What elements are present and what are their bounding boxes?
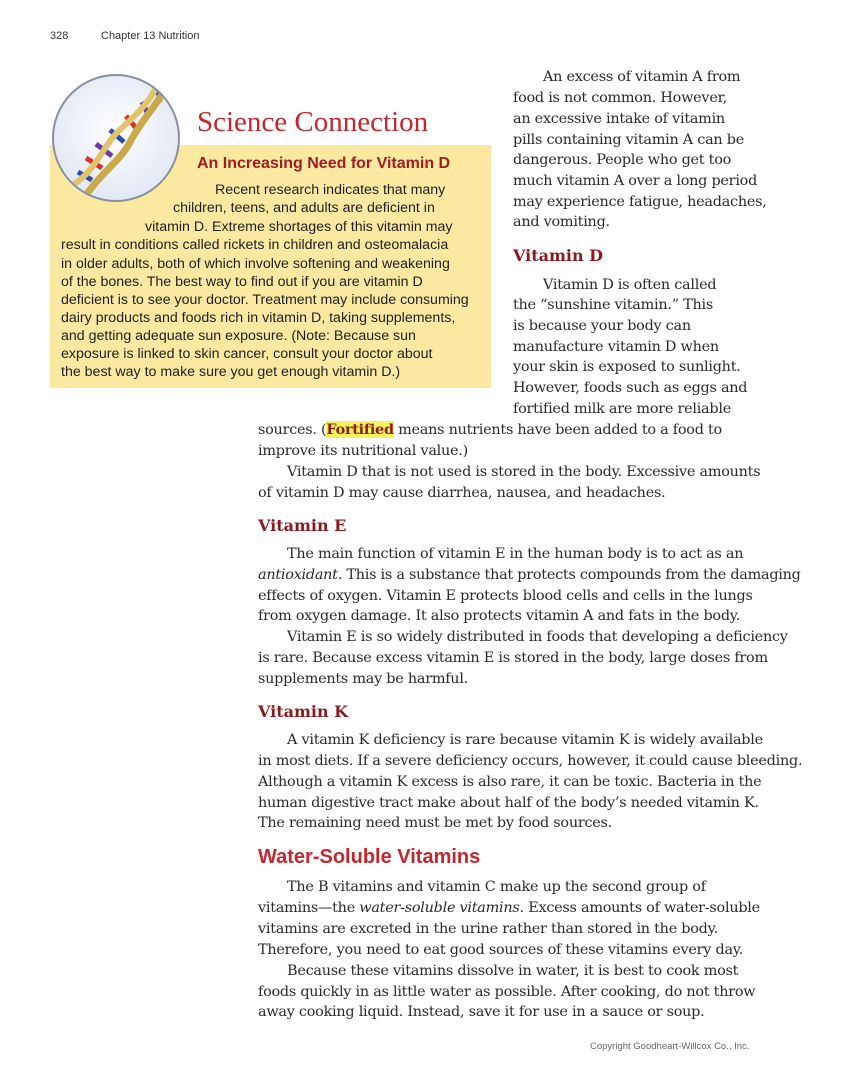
key-term-antioxidant: antioxidant. xyxy=(258,567,343,583)
body-line: foods quickly in as little water as possible. After cooking, do not throw xyxy=(258,984,756,1000)
body-line: from oxygen damage. It also protects vitamin A and fats in the body. xyxy=(258,608,741,624)
sc-line: in older adults, both of which involve softening and weakening xyxy=(61,256,450,272)
body-line: away cooking liquid. Instead, save it for use in a sauce or soup. xyxy=(258,1004,705,1020)
body-line: Vitamin E is so widely distributed in foods that developing a deficiency xyxy=(287,629,788,645)
dna-helix-icon xyxy=(50,72,182,204)
sc-line: deficient is to see your doctor. Treatment may include consuming xyxy=(61,292,469,308)
sc-line: the best way to make sure you get enough vitamin D.) xyxy=(61,364,401,380)
vitamin-k-heading: Vitamin K xyxy=(258,702,349,721)
body-line: food is not common. However, xyxy=(513,90,727,106)
sc-line: Recent research indicates that many xyxy=(215,182,446,198)
body-line: of vitamin D may cause diarrhea, nausea, and headaches. xyxy=(258,485,666,501)
body-line xyxy=(258,420,722,440)
text-run: Excess amounts of water-soluble xyxy=(523,900,760,916)
sc-line: of the bones. The best way to find out if you are vitamin D xyxy=(61,274,423,290)
key-term-fortified: Fortified xyxy=(326,421,394,438)
body-line: A vitamin K deficiency is rare because vitamin K is widely available xyxy=(287,732,763,748)
body-line: Therefore, you need to eat good sources of these vitamins every day. xyxy=(258,942,744,958)
body-line: vitamins are excreted in the urine rather than stored in the body. xyxy=(258,921,718,937)
text-run: means nutrients have been added to a food to xyxy=(393,422,722,438)
body-line: Vitamin D that is not used is stored in the body. Excessive amounts xyxy=(287,464,761,480)
body-line: human digestive tract make about half of the body’s needed vitamin K. xyxy=(258,795,759,811)
body-line: manufacture vitamin D when xyxy=(513,339,719,355)
chapter-title: Chapter 13 Nutrition xyxy=(101,30,200,42)
sc-line: and getting adequate sun exposure. (Note: Because sun xyxy=(61,328,416,344)
sc-line: exposure is linked to skin cancer, consult your doctor about xyxy=(61,346,433,362)
body-line: dangerous. People who get too xyxy=(513,152,732,168)
body-line: improve its nutritional value.) xyxy=(258,443,468,459)
copyright-footer: Copyright Goodheart-Willcox Co., Inc. xyxy=(590,1041,750,1052)
body-line: supplements may be harmful. xyxy=(258,671,468,687)
sc-line: vitamin D. Extreme shortages of this vitamin may xyxy=(145,219,453,235)
sc-line: dairy products and foods rich in vitamin D, taking supplements, xyxy=(61,310,456,326)
science-connection-title: Science Connection xyxy=(197,106,429,138)
body-line: is rare. Because excess vitamin E is stored in the body, large doses from xyxy=(258,650,768,666)
body-line: is because your body can xyxy=(513,318,691,334)
body-line: in most diets. If a severe deficiency occurs, however, it could cause bleeding. xyxy=(258,753,803,769)
vitamin-d-heading: Vitamin D xyxy=(513,246,604,265)
text-run: vitamins—the xyxy=(258,900,360,916)
body-line: The main function of vitamin E in the human body is to act as an xyxy=(287,546,744,562)
body-line: fortified milk are more reliable xyxy=(513,401,731,417)
body-line: the “sunshine vitamin.” This xyxy=(513,297,714,313)
body-line: pills containing vitamin A can be xyxy=(513,132,744,148)
body-line: and vomiting. xyxy=(513,214,610,230)
science-connection-subtitle: An Increasing Need for Vitamin D xyxy=(197,155,451,172)
body-line: your skin is exposed to sunlight. xyxy=(513,359,741,375)
water-soluble-heading: Water-Soluble Vitamins xyxy=(258,846,481,868)
vitamin-e-heading: Vitamin E xyxy=(258,516,347,535)
body-line: Vitamin D is often called xyxy=(543,277,717,293)
body-line: may experience fatigue, headaches, xyxy=(513,194,767,210)
body-line: The B vitamins and vitamin C make up the second group of xyxy=(287,879,706,895)
page-number: 328 xyxy=(50,30,69,42)
body-line xyxy=(258,565,801,585)
body-line: However, foods such as eggs and xyxy=(513,380,748,396)
text-run: This is a substance that protects compounds from the damaging xyxy=(342,567,801,583)
sc-line: children, teens, and adults are deficient in xyxy=(173,200,435,216)
body-line: an excessive intake of vitamin xyxy=(513,111,725,127)
text-run: sources. ( xyxy=(258,422,327,438)
body-line xyxy=(258,898,760,918)
body-line: much vitamin A over a long period xyxy=(513,173,758,189)
body-line: effects of oxygen. Vitamin E protects blood cells and cells in the lungs xyxy=(258,588,753,604)
body-line: An excess of vitamin A from xyxy=(543,69,741,85)
body-line: Although a vitamin K excess is also rare, it can be toxic. Bacteria in the xyxy=(258,774,762,790)
body-line: The remaining need must be met by food sources. xyxy=(258,815,613,831)
key-term-water-soluble: water-soluble vitamins. xyxy=(359,900,524,916)
body-line: Because these vitamins dissolve in water, it is best to cook most xyxy=(287,963,739,979)
sc-line: result in conditions called rickets in children and osteomalacia xyxy=(61,237,449,253)
dna-illustration xyxy=(50,72,182,204)
